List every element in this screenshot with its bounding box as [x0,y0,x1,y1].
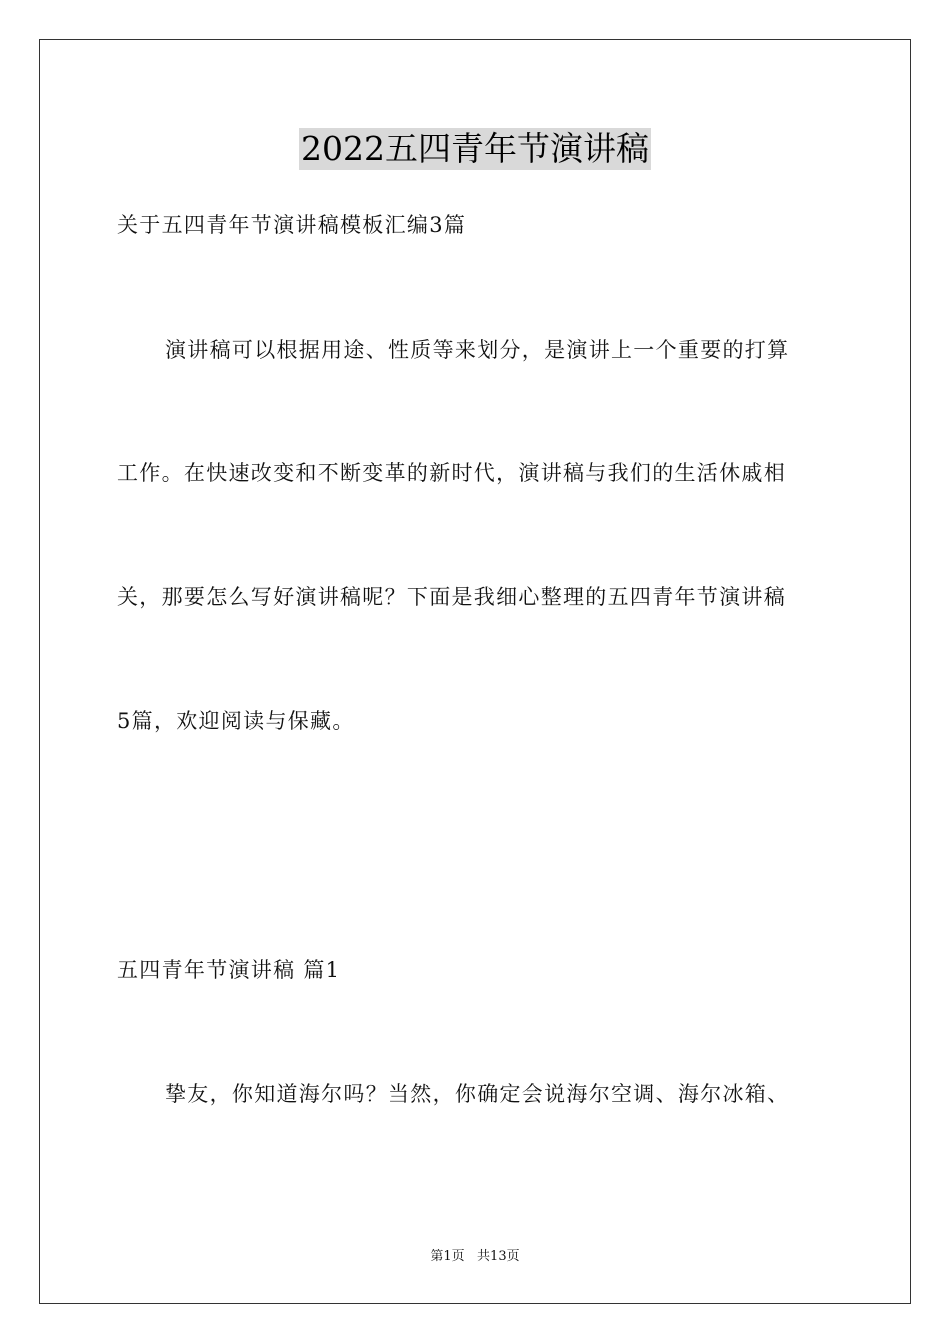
paragraph-line: 5篇，欢迎阅读与保藏。 [117,709,355,733]
page-number-footer: 第1页 共13页 [430,1249,520,1264]
document-title: 2022五四青年节演讲稿 [301,129,649,168]
section-heading: 五四青年节演讲稿 篇1 [117,958,341,982]
paragraph-line: 挚友，你知道海尔吗？当然，你确定会说海尔空调、海尔冰箱、 [165,1082,790,1106]
paragraph-line: 关，那要怎么写好演讲稿呢？下面是我细心整理的五四青年节演讲稿 [117,585,786,609]
paragraph-line: 演讲稿可以根据用途、性质等来划分，是演讲上一个重要的打算 [165,338,790,362]
paragraph-line: 工作。在快速改变和不断变革的新时代，演讲稿与我们的生活休戚相 [117,461,786,485]
document-subtitle: 关于五四青年节演讲稿模板汇编3篇 [117,213,467,237]
title-container [0,128,950,170]
